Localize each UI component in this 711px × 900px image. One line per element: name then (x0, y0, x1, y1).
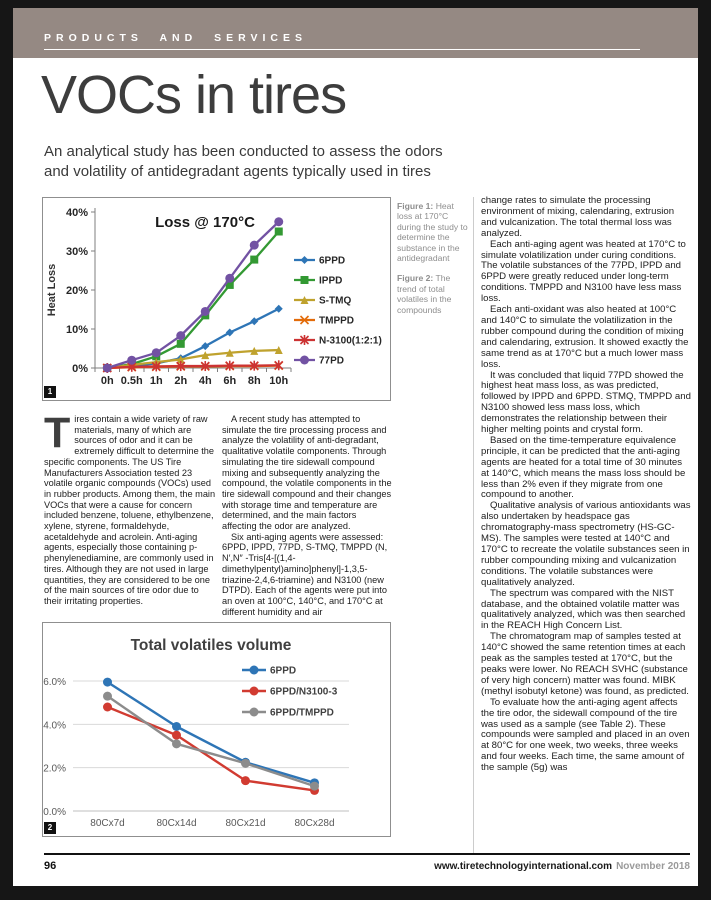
paragraph: change rates to simulate the processing environment of mixing, calendaring, extrusion and vulcanization. The total thermal loss was analyzed. (481, 195, 675, 239)
svg-text:6PPD: 6PPD (319, 255, 346, 267)
svg-text:40%: 40% (65, 207, 88, 219)
svg-text:77PD: 77PD (319, 355, 345, 367)
figure2-caption (397, 273, 469, 315)
footer-date: November 2018 (616, 861, 690, 872)
body-text-intro: ires contain a wide variety of raw materials, many of which are sources of odor and it can be extremely difficult to determine the specific components. The US Tire Manufacturers Association tested 23 volatile organic compounds (VOCs) used in rubber products. Among them, the main VOCs that were a cause for concern included benzene, toluene, ethylbenzene, xylene, styrene, formaldehyde, acetaldehyde and acrolein. Anti-aging agents, especially those containing p-phenylenediamine, are commonly used in tires. Although they are not used in large quantities, they are considered to be one of the main sources of tire odor due to their irritating properties. (44, 414, 216, 606)
svg-text:Heat Loss: Heat Loss (46, 263, 58, 317)
figure1-number-badge: 1 (44, 386, 56, 398)
svg-text:2.0%: 2.0% (43, 763, 66, 775)
magazine-page (13, 8, 698, 886)
svg-text:4.0%: 4.0% (43, 720, 66, 732)
svg-text:Total volatiles volume: Total volatiles volume (130, 637, 292, 654)
svg-text:0.5h: 0.5h (120, 375, 143, 387)
figure2-number-badge: 2 (44, 822, 56, 834)
body-column-2 (222, 414, 393, 617)
svg-text:IPPD: IPPD (319, 275, 343, 287)
svg-text:30%: 30% (65, 246, 88, 258)
figure2-caption-label: Figure 2: (397, 273, 434, 284)
paragraph: The chromatogram map of samples tested at 140°C showed the same retention times at each peak as the samples tested at 170°C, but the peaks were lower. No REACH SVHC (substance of very high concern) matter was found. MIBK (methyl isobutyl ketone) was found, as predicted. (481, 631, 689, 697)
svg-text:2h: 2h (174, 375, 188, 387)
svg-text:6PPD/N3100-3: 6PPD/N3100-3 (270, 686, 338, 698)
svg-text:1h: 1h (149, 375, 163, 387)
figure1-caption-label: Figure 1: (397, 201, 434, 211)
svg-text:4h: 4h (198, 375, 212, 387)
svg-text:6h: 6h (223, 375, 237, 387)
paragraph: It was concluded that liquid 77PD showed the highest heat mass loss, as was predicted, followed by IPPD and 6PPD. STMQ, TMPPD and N3100 showed less mass loss, which demonstrates the relationship between their higher melting points and crystal form. (481, 369, 691, 436)
body-column-3 (481, 196, 692, 774)
paragraph: Each anti-oxidant was also heated at 100°C and 140°C to simulate the volatilization in the rubber compound during the condition of mixing and calendaring, extrusion. It showed exactly the same trend as at 170°C but a much lower mass loss. (481, 304, 689, 370)
svg-text:6.0%: 6.0% (43, 677, 66, 688)
svg-text:80Cx14d: 80Cx14d (156, 818, 197, 829)
svg-text:0%: 0% (72, 363, 88, 375)
body-column-1 (44, 409, 218, 607)
svg-text:6PPD/TMPPD: 6PPD/TMPPD (270, 707, 334, 719)
svg-text:8h: 8h (247, 375, 261, 387)
article-subtitle (44, 142, 443, 182)
svg-text:6PPD: 6PPD (270, 665, 297, 677)
svg-text:80Cx7d: 80Cx7d (90, 818, 125, 829)
figure1-caption (397, 201, 469, 263)
svg-text:N-3100(1:2:1): N-3100(1:2:1) (319, 335, 382, 347)
footer-right (434, 861, 690, 872)
figure-captions (397, 201, 469, 325)
drop-cap: T (44, 409, 71, 457)
figure-2 (42, 622, 391, 837)
svg-text:80Cx21d: 80Cx21d (225, 818, 266, 829)
figure2-total-volatiles-chart (43, 623, 388, 839)
svg-text:0h: 0h (100, 375, 114, 387)
section-title: PRODUCTS AND SERVICES (44, 32, 308, 44)
page-number: 96 (44, 860, 57, 872)
svg-text:10h: 10h (269, 375, 289, 387)
footer-url: www.tiretechnologyinternational.com (434, 861, 613, 872)
paragraph: To evaluate how the anti-aging agent affects the tire odor, the sidewall compound of the tire was used as a sample (see Table 2). These compounds were sampled and placed in an oven at 80°C for one week, two weeks, three weeks and four weeks. Each time, the same amount of the sample (5g) was (481, 696, 690, 774)
figure-1 (42, 197, 391, 401)
svg-text:S-TMQ: S-TMQ (319, 295, 352, 307)
page-footer (44, 853, 690, 872)
paragraph: Based on the time-temperature equivalence principle, it can be predicted that the anti-aging agents are heated for a total time of 30 minutes at 140°C, which means the mass loss should be less than 2% even if they migrate from one compound to another. (481, 434, 686, 501)
paragraph: The spectrum was compared with the NIST database, and the obtained volatile matter was qualitatively analyzed, which was then searched in the REACH High Concern List. (481, 587, 686, 632)
svg-text:Loss @ 170°C: Loss @ 170°C (155, 214, 255, 231)
paragraph: A recent study has attempted to simulate the tire processing process and analyze the volatility of anti-degradant, qualitative volatile components. Through simulating the tire sidewall compound mixing and subsequently analyzing the compound, the volatile components in the tire sidewall compound and their changes with storage time and temperature are determined, and the main factors affecting the odor are analyzed. (222, 414, 392, 532)
svg-text:10%: 10% (65, 324, 88, 336)
figure1-heat-loss-chart (43, 198, 388, 403)
section-banner (13, 8, 698, 58)
article-title: VOCs in tires (41, 65, 347, 125)
paragraph: Each anti-aging agent was heated at 170°C to simulate volatilization under curing conditions. The volatile substances of the 77PD, IPPD and 6PPD were greatly reduced under long-term conditions. TMPPD and N3100 have less mass loss. (481, 238, 686, 305)
subtitle-line-2: and volatility of antidegradant agents typically used in tires (44, 163, 431, 180)
figure1-caption-text: Heat loss at 170°C during the study to determine the substance in the antidegradant (397, 201, 468, 264)
paragraph: Six anti-aging agents were assessed: 6PPD, IPPD, 77PD, S-TMQ, TMPPD (N, N′,N″ -Tris[4-[(1,4-dimethylpentyl)amino]phenyl]-1,3,5-triazine-2,4,6-triamine) and N3100 (new DTPD). Each of the agents were put into an oven at 100°C, 140°C, and 170°C at different humidity and air (222, 531, 388, 617)
figure2-caption-text: The trend of total volatiles in the compounds (397, 273, 452, 315)
column-divider (473, 197, 474, 853)
svg-text:80Cx28d: 80Cx28d (294, 818, 335, 829)
svg-text:0.0%: 0.0% (43, 807, 66, 818)
subtitle-line-1: An analytical study has been conducted to assess the odors (44, 143, 443, 160)
banner-underline (44, 49, 640, 50)
svg-text:20%: 20% (65, 285, 88, 297)
paragraph: Qualitative analysis of various antioxidants was also undertaken by headspace gas chromatography-mass spectrometry (HS-GC-MS). The samples were tested at 140°C and 170°C to recreate the volatile substances seen in rubber compounding mixing and vulcanization conditions. The volatile substances were qualitatively analyzed. (481, 500, 691, 588)
svg-text:TMPPD: TMPPD (319, 315, 354, 327)
